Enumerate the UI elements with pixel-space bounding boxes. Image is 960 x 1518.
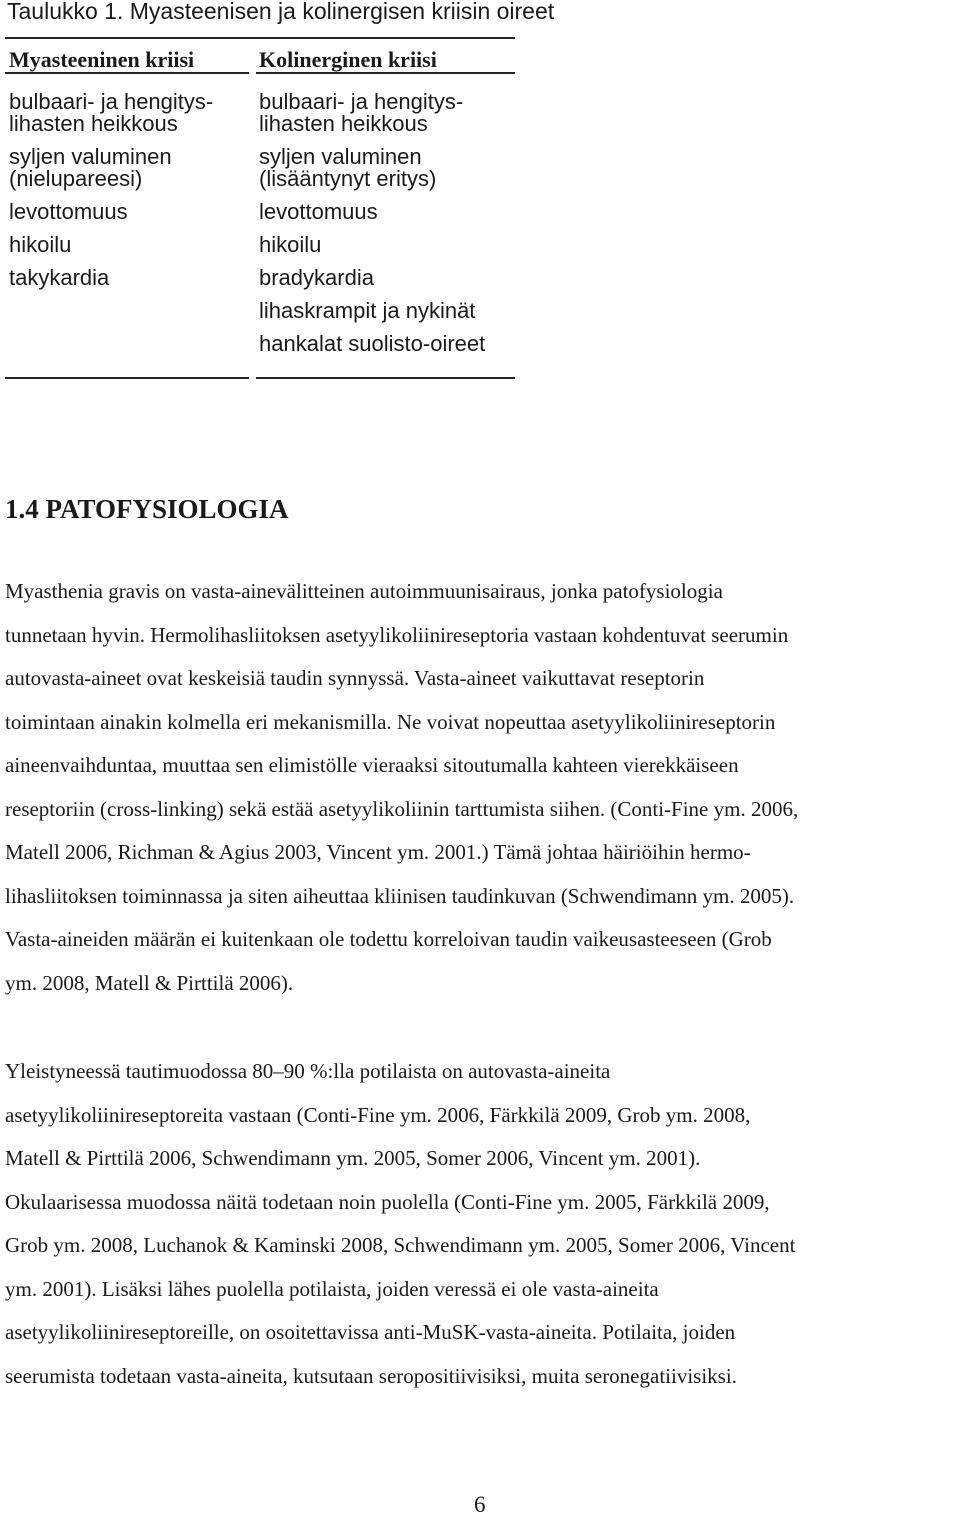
text-line: Vasta-aineiden määrän ei kuitenkaan ole todettu korreloivan taudin vaikeusasteeseen (Grob bbox=[5, 927, 772, 951]
text-line: reseptoriin (cross-linking) sekä estää asetyylikoliinin tarttumista siihen. (Conti-Fine ym. 2006, bbox=[5, 796, 799, 821]
table-cell bbox=[259, 91, 515, 135]
cell-line: bradykardia bbox=[259, 265, 374, 290]
table-cell bbox=[9, 234, 249, 256]
table-column-myasteeninen bbox=[9, 91, 249, 289]
text-line: ym. 2001). Lisäksi lähes puolella potilaista, joiden veressä ei ole vasta-aineita bbox=[5, 1276, 659, 1301]
cell-line: (lisääntynyt eritys) bbox=[259, 166, 437, 191]
table-cell bbox=[9, 201, 249, 223]
text-line: lihasliitoksen toiminnassa ja siten aiheuttaa kliinisen taudinkuvan (Schwendimann ym. 2005). bbox=[5, 883, 795, 908]
cell-line: lihasten heikkous bbox=[259, 111, 428, 136]
text-line: ym. 2008, Matell & Pirttilä 2006). bbox=[5, 970, 294, 995]
section-heading: 1.4 PATOFYSIOLOGIA bbox=[5, 494, 289, 524]
table-header-myasteeninen: Myasteeninen kriisi bbox=[9, 47, 195, 72]
text-line: Okulaarisessa muodossa näitä todetaan noin puolella (Conti-Fine ym. 2005, Färkkilä 2009, bbox=[5, 1189, 770, 1214]
cell-line: bulbaari- ja hengitys- bbox=[259, 89, 464, 114]
table-header-kolinerginen: Kolinerginen kriisi bbox=[259, 47, 437, 72]
page-number: 6 bbox=[474, 1492, 486, 1517]
table-cell bbox=[259, 234, 515, 256]
text-line: autovasta-aineet ovat keskeisiä taudin synnyssä. Vasta-aineet vaikuttavat reseptorin bbox=[5, 666, 705, 690]
table-cell bbox=[9, 267, 249, 289]
text-line: Matell 2006, Richman & Agius 2003, Vincent ym. 2001.) Tämä johtaa häiriöihin hermo- bbox=[5, 840, 751, 864]
text-line: seerumista todetaan vasta-aineita, kutsutaan seropositiivisiksi, muita seronegatiivisiksi. bbox=[5, 1363, 737, 1388]
cell-line: syljen valuminen bbox=[259, 144, 422, 169]
table-cell bbox=[259, 267, 515, 289]
text-line: Yleistyneessä tautimuodossa 80–90 %:lla potilaista on autovasta-aineita bbox=[5, 1059, 611, 1083]
cell-line: syljen valuminen bbox=[9, 144, 172, 169]
cell-line: hankalat suolisto-oireet bbox=[259, 331, 486, 356]
cell-line: levottomuus bbox=[259, 199, 378, 224]
paragraph-1 bbox=[5, 570, 960, 1005]
text-line: aineenvaihduntaa, muuttaa sen elimistölle vieraaksi sitoutumalla kahteen vierekkäiseen bbox=[5, 753, 739, 777]
text-line: toimintaan ainakin kolmella eri mekanismilla. Ne voivat nopeuttaa asetyylikoliinireseptorin bbox=[5, 709, 776, 734]
table-cell bbox=[259, 146, 515, 190]
table-cell bbox=[9, 146, 249, 190]
table-top-rule bbox=[5, 37, 515, 39]
table-cell bbox=[259, 201, 515, 223]
table-caption: Taulukko 1. Myasteenisen ja kolinergisen kriisin oireet bbox=[7, 0, 555, 24]
text-line: asetyylikoliinireseptoreille, on osoitettavissa anti-MuSK-vasta-aineita. Potilaita, joiden bbox=[5, 1320, 736, 1344]
table-cell bbox=[259, 300, 515, 322]
table-column-kolinerginen bbox=[259, 91, 515, 355]
cell-line: takykardia bbox=[9, 265, 110, 290]
text-line: Matell & Pirttilä 2006, Schwendimann ym. 2005, Somer 2006, Vincent ym. 2001). bbox=[5, 1146, 701, 1170]
text-line: Myasthenia gravis on vasta-ainevälitteinen autoimmuunisairaus, jonka patofysiologia bbox=[5, 579, 723, 603]
cell-line: lihaskrampit ja nykinät bbox=[259, 298, 476, 323]
cell-line: bulbaari- ja hengitys- bbox=[9, 89, 214, 114]
cell-line: levottomuus bbox=[9, 199, 128, 224]
cell-line: (nielupareesi) bbox=[9, 166, 143, 191]
text-line: tunnetaan hyvin. Hermolihasliitoksen asetyylikoliinireseptoria vastaan kohdentuvat seerumin bbox=[5, 622, 789, 647]
text-line: asetyylikoliinireseptoreita vastaan (Conti-Fine ym. 2006, Färkkilä 2009, Grob ym. 2008, bbox=[5, 1102, 751, 1127]
cell-line: lihasten heikkous bbox=[9, 111, 178, 136]
text-line: Grob ym. 2008, Luchanok & Kaminski 2008, Schwendimann ym. 2005, Somer 2006, Vincent bbox=[5, 1233, 796, 1257]
table-cell bbox=[9, 91, 249, 135]
cell-line: hikoilu bbox=[259, 232, 322, 257]
paragraph-2 bbox=[5, 1050, 960, 1398]
table-cell bbox=[259, 333, 515, 355]
table-bottom-rule-right bbox=[256, 377, 515, 379]
table-bottom-rule-left bbox=[5, 377, 249, 379]
cell-line: hikoilu bbox=[9, 232, 72, 257]
